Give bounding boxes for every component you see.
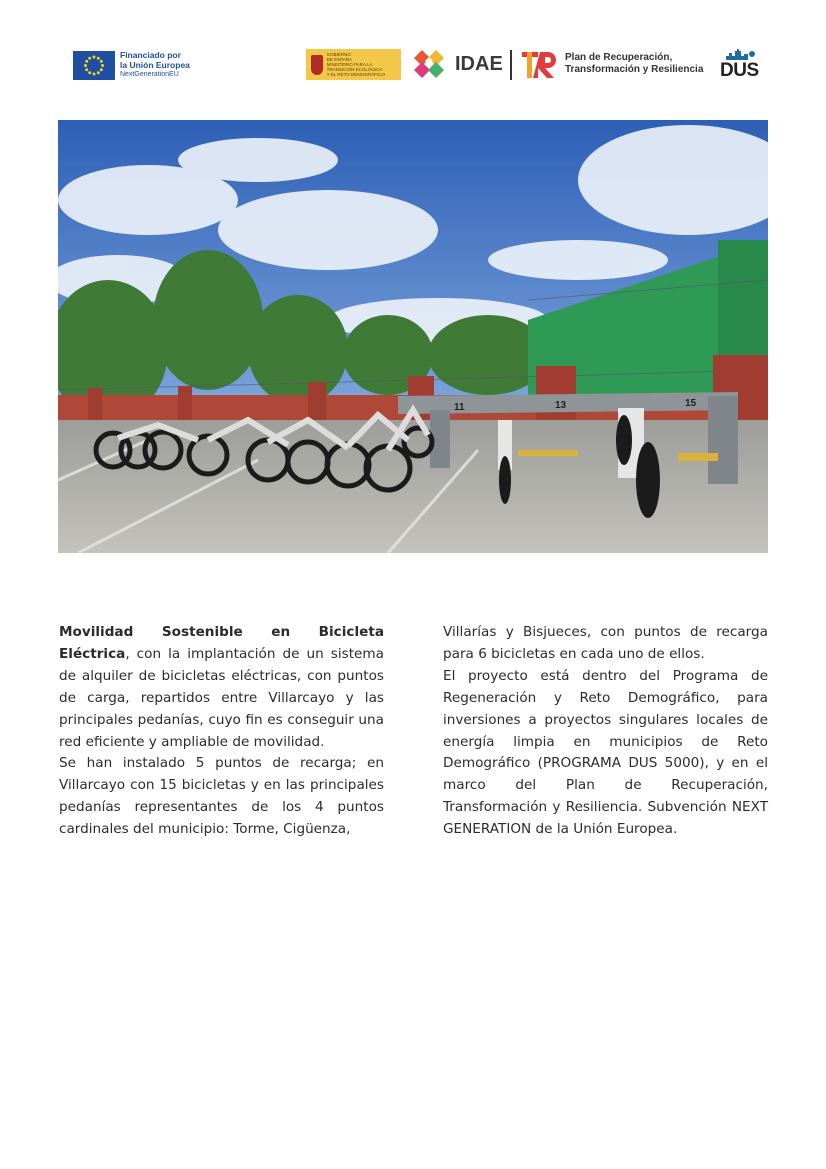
idae-logo: [408, 48, 503, 80]
gov-line3: MINISTERIO PARA LA TRANSICIÓN ECOLÓGICA: [326, 62, 383, 72]
bike-station-illustration: [58, 120, 768, 553]
eu-flag-icon: [73, 51, 115, 80]
dus-logo: [718, 48, 764, 82]
left-p1-text: , con la implantación de un sistema de alquiler de bicicletas eléctricas, con puntos de carga, repartidos entre Villarcayo y las principales pedanías, cuyo fin es conseguir una red eficiente y ampliable de movilidad.: [59, 645, 384, 750]
gov-line1: GOBIERNO: [326, 52, 351, 57]
eu-line3: NextGenerationEU: [120, 71, 179, 78]
prtr-line1: Plan de Recuperación,: [565, 52, 673, 63]
right-paragraph-1: Villarías y Bisjueces, con puntos de recarga para 6 bicicletas en cada uno de ellos.: [443, 624, 768, 662]
title-bold: Movilidad Sostenible en Bicicleta Eléctrica: [59, 624, 384, 662]
right-column: [443, 622, 768, 841]
eu-funding-logo: [73, 50, 190, 80]
dock-number-11: 11: [454, 402, 465, 413]
left-paragraph-2: Se han instalado 5 puntos de recarga; en Villarcayo con 15 bicicletas y en las principales pedanías representantes de los 4 puntos cardinales del municipio: Torme, Cigüenza,: [59, 755, 384, 838]
eu-line2: la Unión Europea: [120, 60, 190, 70]
idae-text: IDAE: [455, 52, 503, 75]
gov-line2: DE ESPAÑA: [326, 57, 353, 62]
logo-divider: [510, 50, 512, 80]
left-paragraph-1: [59, 622, 384, 753]
prtr-line2: Transformación y Resiliencia: [565, 64, 704, 75]
right-paragraph-2: El proyecto está dentro del Programa de Regeneración y Reto Demográfico, para inversiones a proyectos singulares locales de energía limpia en municipios de Reto Demográfico (PROGRAMA DUS 5000), y en el marco del Plan de Recuperación, Transformación y Resiliencia. Subvención NEXT GENERATION de la Unión Europea.: [443, 667, 768, 838]
dus-text: DUS: [720, 60, 759, 81]
spain-crest-icon: [311, 55, 323, 75]
dock-number-13: 13: [555, 400, 567, 411]
dock-number-15: 15: [685, 398, 697, 409]
recovery-plan-logo: [520, 48, 703, 80]
idae-mark-icon: [408, 48, 452, 80]
skyline-icon: [724, 48, 758, 60]
logo-bar: [0, 48, 826, 84]
bike-station-photo: [58, 120, 768, 553]
left-column: [59, 622, 384, 841]
gov-line4: Y EL RETO DEMOGRÁFICO: [326, 72, 386, 77]
eu-line1: Financiado por: [120, 50, 181, 60]
tr-mark-icon: [520, 48, 560, 80]
ministry-logo: [306, 49, 401, 80]
